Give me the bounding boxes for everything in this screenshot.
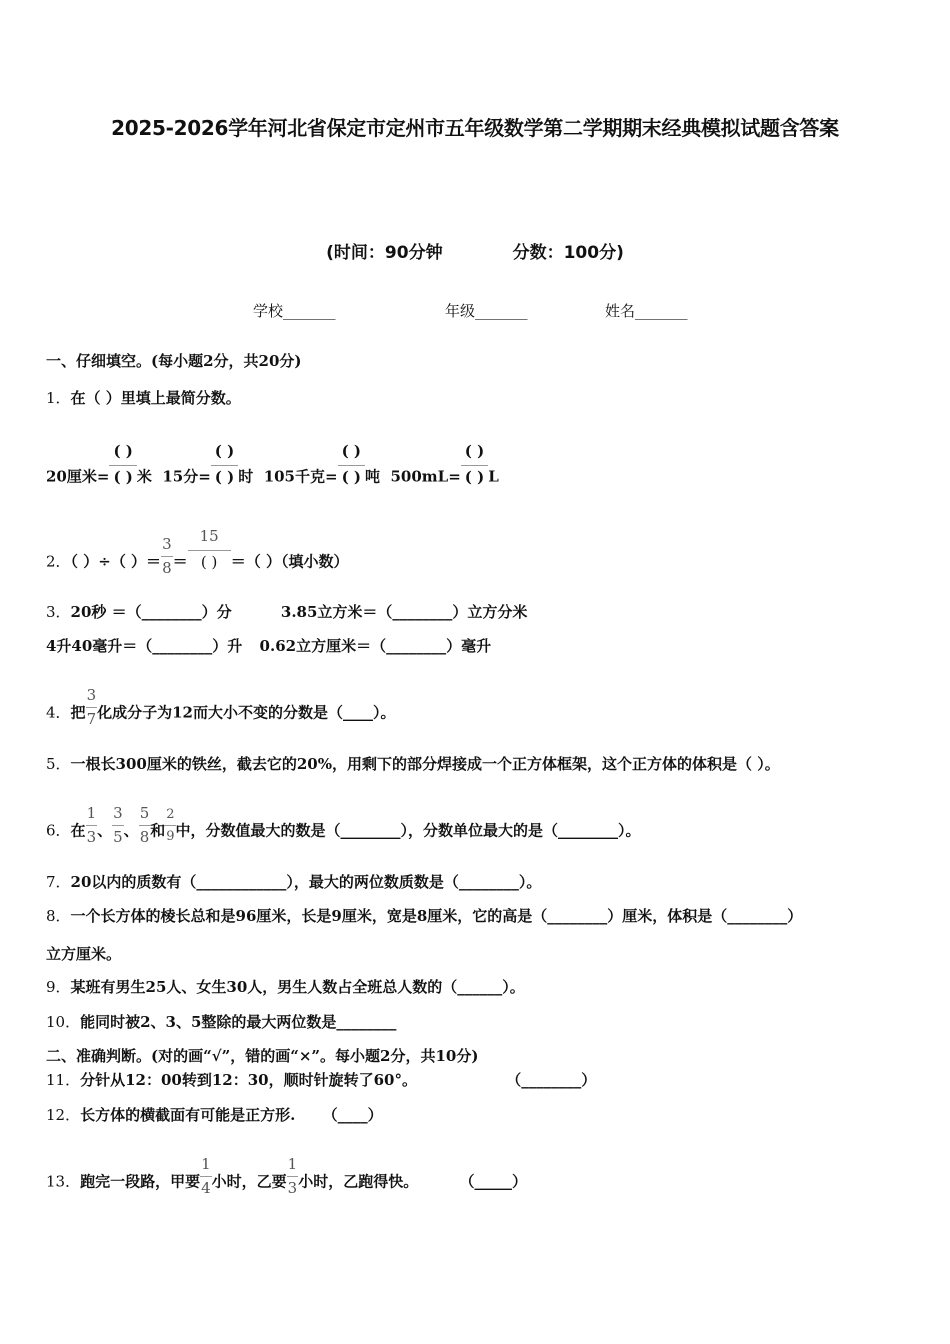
question-number: 4． (46, 703, 71, 722)
question-text: 某班有男生25人、女生30人，男生人数占全班总人数的（______）。 (70, 978, 525, 996)
question-number: 11． (46, 1071, 81, 1089)
fraction-numerator: 3 (113, 804, 123, 822)
question-number: 3． (46, 603, 71, 621)
question-text: ＝（ ）（填小数） (230, 552, 349, 571)
question-number: 7． (46, 873, 71, 891)
question-4 (46, 686, 396, 733)
separator: 和 (150, 821, 166, 840)
fraction (188, 529, 231, 570)
question-number: 12． (46, 1106, 81, 1124)
question-text: ＝ (172, 552, 188, 571)
question-text: （ ）÷（ ）＝ (70, 552, 162, 571)
question-text: 一个长方体的棱长总和是96厘米，长是9厘米，宽是8厘米，它的高是（________）厘米，体积是（________） (70, 907, 803, 925)
exam-time: (时间：90分钟 (326, 243, 443, 263)
question-text: 20秒 ＝（________）分 (70, 603, 232, 621)
fraction-denominator: 9 (165, 825, 175, 843)
question-text: 在（ ）里填上最简分数。 (70, 389, 241, 407)
blank-fraction (211, 444, 238, 485)
question-number: 2． (46, 552, 71, 571)
fraction-numerator: ( ) (113, 442, 133, 460)
fraction (139, 806, 151, 845)
fraction-numerator: 15 (199, 527, 219, 545)
question-text: 4升40毫升＝（________）升 (46, 637, 243, 655)
answer-blank: （________） (506, 1071, 597, 1089)
fraction (200, 1157, 212, 1196)
fraction-denominator: 7 (86, 707, 98, 727)
fraction (165, 808, 175, 843)
question-6 (46, 804, 641, 851)
fraction (112, 806, 124, 845)
question-8 (46, 905, 802, 926)
name-field: 姓名_______ (605, 302, 688, 320)
blank-fraction (461, 444, 488, 485)
fraction-numerator: 3 (86, 686, 97, 704)
question-11 (46, 1069, 596, 1090)
question-12 (46, 1104, 383, 1125)
question-text: 分针从12：00转到12：30，顺时针旋转了60°。 (80, 1071, 417, 1089)
item-prefix: 15分= (162, 467, 211, 486)
fraction-denominator: ( ) (461, 465, 488, 485)
grade-field: 年级_______ (445, 302, 528, 320)
item-suffix: 时 (238, 467, 254, 486)
fraction-denominator: 3 (287, 1176, 299, 1196)
section-1-heading: 一、仔细填空。(每小题2分，共20分) (46, 352, 302, 370)
question-text: 20以内的质数有（____________），最大的两位数质数是（________）。 (70, 873, 542, 891)
fraction (161, 537, 173, 576)
question-text: 长方体的横截面有可能是正方形. (80, 1106, 296, 1124)
question-number: 9． (46, 978, 71, 996)
item-suffix: 吨 (365, 467, 381, 486)
question-7 (46, 871, 541, 892)
fraction-numerator: 3 (162, 535, 172, 553)
fraction-numerator: ( ) (341, 442, 361, 460)
question-number: 8． (46, 907, 71, 925)
question-10 (46, 1011, 396, 1032)
fraction-denominator: ( ) (188, 550, 231, 570)
exam-time-score (0, 238, 950, 263)
question-text: 3.85立方米＝（________）立方分米 (280, 603, 528, 621)
question-3-continued (46, 635, 491, 656)
separator: 、 (97, 821, 113, 840)
question-text: 把 (70, 703, 86, 722)
fraction-denominator: 5 (112, 825, 124, 845)
question-number: 5． (46, 755, 71, 773)
item-suffix: 米 (136, 467, 152, 486)
answer-blank: （_____） (459, 1172, 527, 1191)
answer-blank: （____） (322, 1106, 383, 1124)
fraction (287, 1157, 299, 1196)
question-text: 0.62立方厘米＝（________）毫升 (259, 637, 492, 655)
question-5 (46, 753, 780, 774)
fraction-numerator: ( ) (214, 442, 235, 460)
document-title: 2025-2026学年河北省保定市定州市五年级数学第二学期期末经典模拟试题含答案 (111, 116, 839, 140)
question-text: 能同时被2、3、5整除的最大两位数是________ (80, 1013, 397, 1031)
question-8-continued: 立方厘米。 (46, 945, 122, 963)
question-13 (46, 1155, 527, 1202)
question-text: 小时，乙跑得快。 (298, 1172, 419, 1191)
question-number: 1． (46, 389, 71, 407)
question-text: 小时，乙要 (211, 1172, 287, 1191)
question-text: 化成分子为12而大小不变的分数是（____）。 (97, 703, 396, 722)
question-text: 在 (70, 821, 86, 840)
fraction (86, 806, 98, 845)
fraction-numerator: 1 (201, 1155, 211, 1173)
exam-score: 分数：100分) (512, 243, 624, 263)
fraction-denominator: 3 (86, 825, 98, 845)
separator: 、 (123, 821, 139, 840)
question-number: 13． (46, 1172, 81, 1191)
fraction-denominator: 8 (139, 825, 151, 845)
fraction-denominator: 8 (161, 556, 173, 576)
blank-fraction (109, 444, 136, 485)
fraction-numerator: ( ) (464, 442, 485, 460)
item-prefix: 500mL= (390, 467, 461, 486)
question-1 (46, 387, 241, 408)
question-3 (46, 601, 527, 622)
school-field: 学校_______ (253, 302, 336, 320)
fraction-numerator: 1 (86, 804, 97, 822)
item-prefix: 20厘米= (46, 467, 110, 486)
fraction (86, 688, 98, 727)
question-number: 6． (46, 821, 71, 840)
question-text: 一根长300厘米的铁丝，截去它的20%，用剩下的部分焊接成一个正方体框架，这个正方体的体积是（ ）。 (70, 755, 780, 773)
question-1-items (46, 442, 499, 498)
section-2-heading: 二、准确判断。(对的画“√”，错的画“×”。每小题2分，共10分) (46, 1047, 479, 1065)
question-number: 10． (46, 1013, 81, 1031)
fraction-denominator: ( ) (338, 465, 365, 485)
blank-fraction (338, 444, 365, 485)
fraction-numerator: 5 (139, 804, 150, 822)
fraction-denominator: 4 (200, 1176, 212, 1196)
fraction-denominator: ( ) (211, 465, 238, 485)
fraction-numerator: 2 (166, 807, 175, 822)
fraction-numerator: 1 (287, 1155, 298, 1173)
question-9 (46, 976, 525, 997)
question-text: 中，分数值最大的数是（________），分数单位最大的是（________）。 (175, 821, 641, 840)
fraction-denominator: ( ) (109, 465, 136, 485)
question-text: 跑完一段路，甲要 (80, 1172, 201, 1191)
item-prefix: 105千克= (263, 467, 338, 486)
item-suffix: L (488, 467, 499, 486)
question-2 (46, 527, 349, 583)
